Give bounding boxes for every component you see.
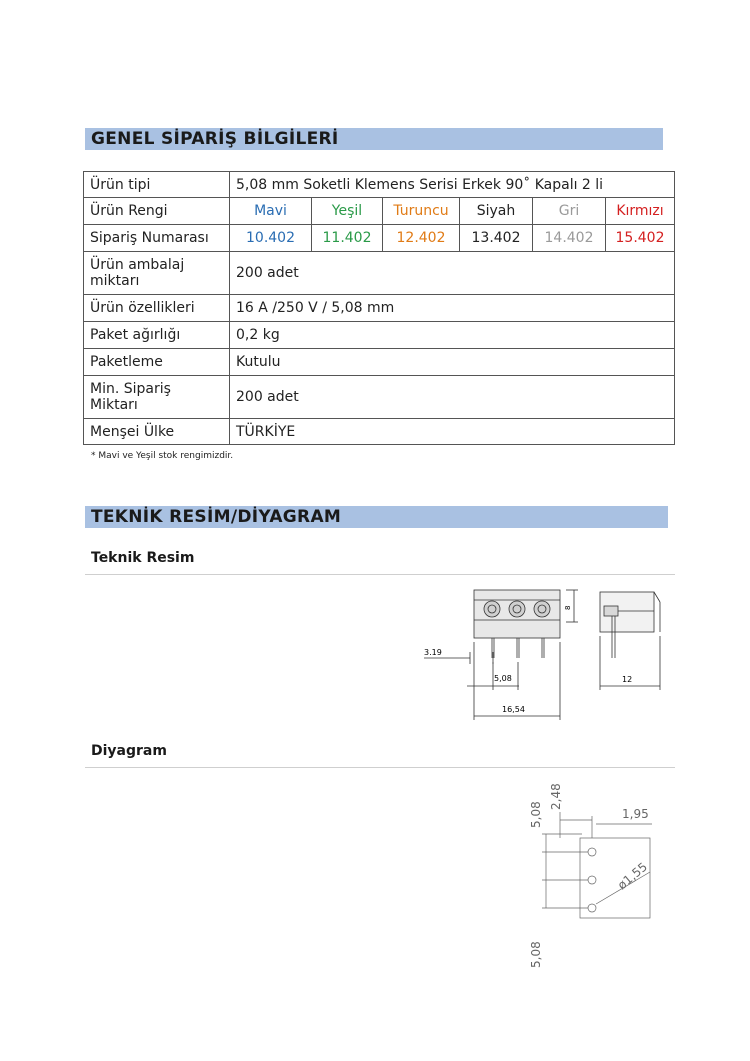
color-mavi: Mavi (230, 198, 312, 225)
weight-label: Paket ağırlığı (84, 322, 230, 349)
table-row (84, 198, 675, 225)
diagram-subheading: Diyagram (91, 743, 167, 759)
dim-2-48: 2,48 (549, 783, 563, 810)
table-row (84, 322, 675, 349)
color-siyah: Siyah (460, 198, 533, 225)
divider (85, 574, 675, 575)
pcb-diagram (520, 772, 670, 972)
min-order-label-line2: Miktarı (90, 397, 138, 413)
packaging-qty-label-line1: Ürün ambalaj (90, 257, 185, 273)
technical-drawing-subheading: Teknik Resim (91, 550, 195, 566)
dim-1-95: 1,95 (622, 807, 649, 821)
table-row (84, 295, 675, 322)
order-no-turuncu: 12.402 (383, 225, 460, 252)
min-order-label-line1: Min. Sipariş (90, 381, 171, 397)
order-no-siyah: 13.402 (460, 225, 533, 252)
order-no-kirmizi: 15.402 (606, 225, 675, 252)
table-row (84, 252, 675, 295)
order-no-mavi: 10.402 (230, 225, 312, 252)
divider (85, 767, 675, 768)
order-no-yesil: 11.402 (312, 225, 383, 252)
packaging-qty-label-line2: miktarı (90, 273, 140, 289)
packaging-qty-label (84, 252, 230, 295)
color-kirmizi: Kırmızı (606, 198, 675, 225)
technical-drawing (410, 582, 675, 724)
table-row (84, 172, 675, 198)
features-label: Ürün özellikleri (84, 295, 230, 322)
table-row (84, 349, 675, 376)
dim-5-08: 5,08 (494, 674, 512, 683)
spec-table (83, 171, 675, 445)
order-no-label: Sipariş Numarası (84, 225, 230, 252)
color-turuncu: Turuncu (383, 198, 460, 225)
origin-value: TÜRKİYE (230, 419, 675, 445)
dim-16-54: 16,54 (502, 705, 525, 714)
stock-footnote: * Mavi ve Yeşil stok rengimizdir. (91, 451, 234, 461)
color-yesil: Yeşil (312, 198, 383, 225)
color-label: Ürün Rengi (84, 198, 230, 225)
dim-3-19: 3.19 (424, 648, 442, 657)
packing-label: Paketleme (84, 349, 230, 376)
min-order-value: 200 adet (230, 376, 675, 419)
features-value: 16 A /250 V / 5,08 mm (230, 295, 675, 322)
table-row (84, 376, 675, 419)
packing-value: Kutulu (230, 349, 675, 376)
color-gri: Gri (533, 198, 606, 225)
weight-value: 0,2 kg (230, 322, 675, 349)
product-type-label: Ürün tipi (84, 172, 230, 198)
table-row (84, 225, 675, 252)
table-row (84, 419, 675, 445)
min-order-label (84, 376, 230, 419)
dim-hole-diameter: ø1,55 (614, 859, 651, 893)
product-type-value: 5,08 mm Soketli Klemens Serisi Erkek 90˚ Kapalı 2 li (230, 172, 675, 198)
dim-5-08-bottom: 5,08 (529, 941, 543, 968)
packaging-qty-value: 200 adet (230, 252, 675, 295)
dim-5-08-top: 5,08 (529, 801, 543, 828)
order-no-gri: 14.402 (533, 225, 606, 252)
dim-12: 12 (622, 675, 633, 684)
drawing-header: TEKNİK RESİM/DİYAGRAM (85, 506, 668, 528)
order-info-header: GENEL SİPARİŞ BİLGİLERİ (85, 128, 663, 150)
origin-label: Menşei Ülke (84, 419, 230, 445)
dim-8: 8 (564, 605, 572, 610)
